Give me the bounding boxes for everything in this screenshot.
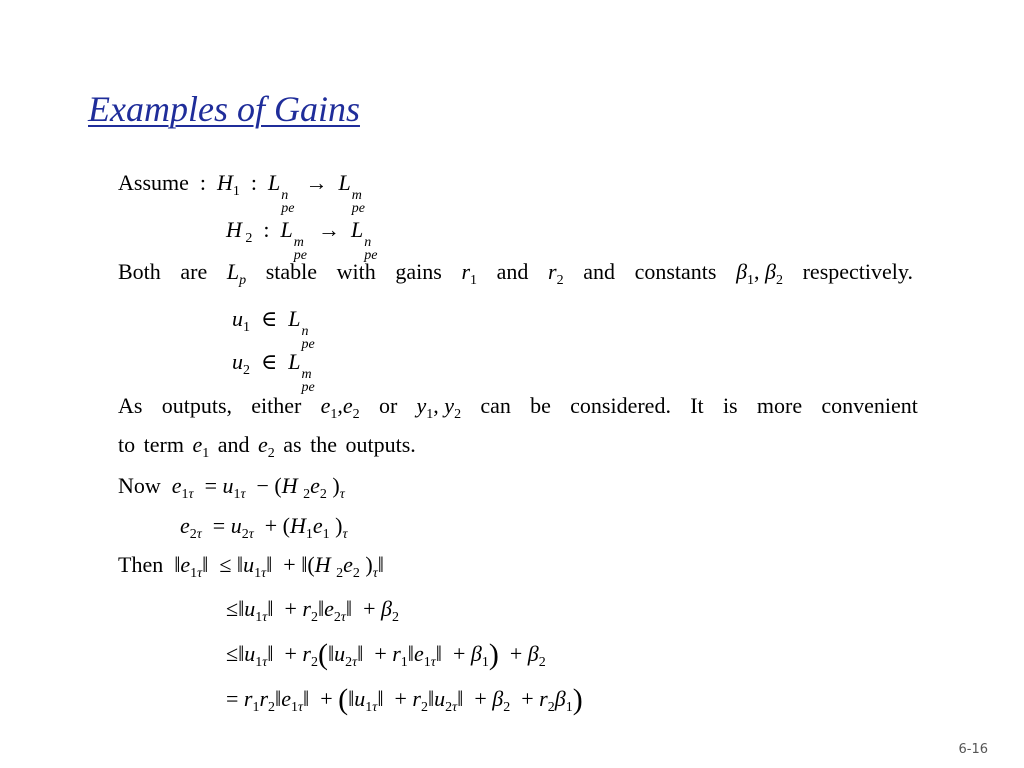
outputs-line-2: to term $e_1$ and $e_2$ as the outputs.: [118, 432, 416, 461]
now-equation-1: Now $e_{1\tau} = u_{1\tau} - (H$ $_2e_2$ )$_\tau$: [118, 473, 345, 502]
assume-h1-line: Assume : $H_1$ : L n pe → L m pe: [118, 170, 365, 216]
then-inequality-4: = $r_1r_2‖e_{1\tau}‖$ + ($‖u_{1\tau}‖$ + $r_2‖u_{2\tau}‖ + \beta_2 + r_2\beta_1$): [226, 683, 583, 716]
now-equation-2: $e_{2\tau} = u_{2\tau} + (H_1e_1$ )$_\tau$: [180, 513, 348, 542]
then-inequality-1: Then $‖e_{1\tau}‖$ ≤ $‖u_{1\tau}‖$ + ‖(H $_2e_2$ )$_\tau‖$: [118, 552, 384, 581]
outputs-line-1: As outputs, either $e_1,e_2$ or $y_1$, $y_2$ can be considered. It is more convenient: [118, 393, 918, 422]
now-label: Now: [118, 473, 161, 498]
assume-h2-line: H $_2$ : L m pe → L n pe: [226, 217, 378, 263]
assume-label: Assume: [118, 170, 189, 195]
slide-title: Examples of Gains: [88, 89, 360, 129]
page-number: 6-16: [958, 742, 988, 757]
then-inequality-2: $\le‖u_{1\tau}‖$ + $r_2‖e_{2\tau}‖ + \beta_2$: [226, 596, 399, 625]
u1-membership: $u_1$ ∈ L n pe: [232, 306, 315, 352]
then-label: Then: [118, 552, 164, 577]
then-inequality-3: $\le‖u_{1\tau}‖$ + $r_2(‖u_{2\tau}‖$ + $r_1‖e_{1\tau}‖ + \beta_1) + \beta_2$: [226, 638, 546, 671]
both-stable-line: Both are $L_p$ stable with gains $r_1$ and $r_2$ and constants $\beta_1$, $\beta_2$ respectively.: [118, 259, 913, 288]
u2-membership: $u_2$ ∈ L m pe: [232, 349, 315, 395]
